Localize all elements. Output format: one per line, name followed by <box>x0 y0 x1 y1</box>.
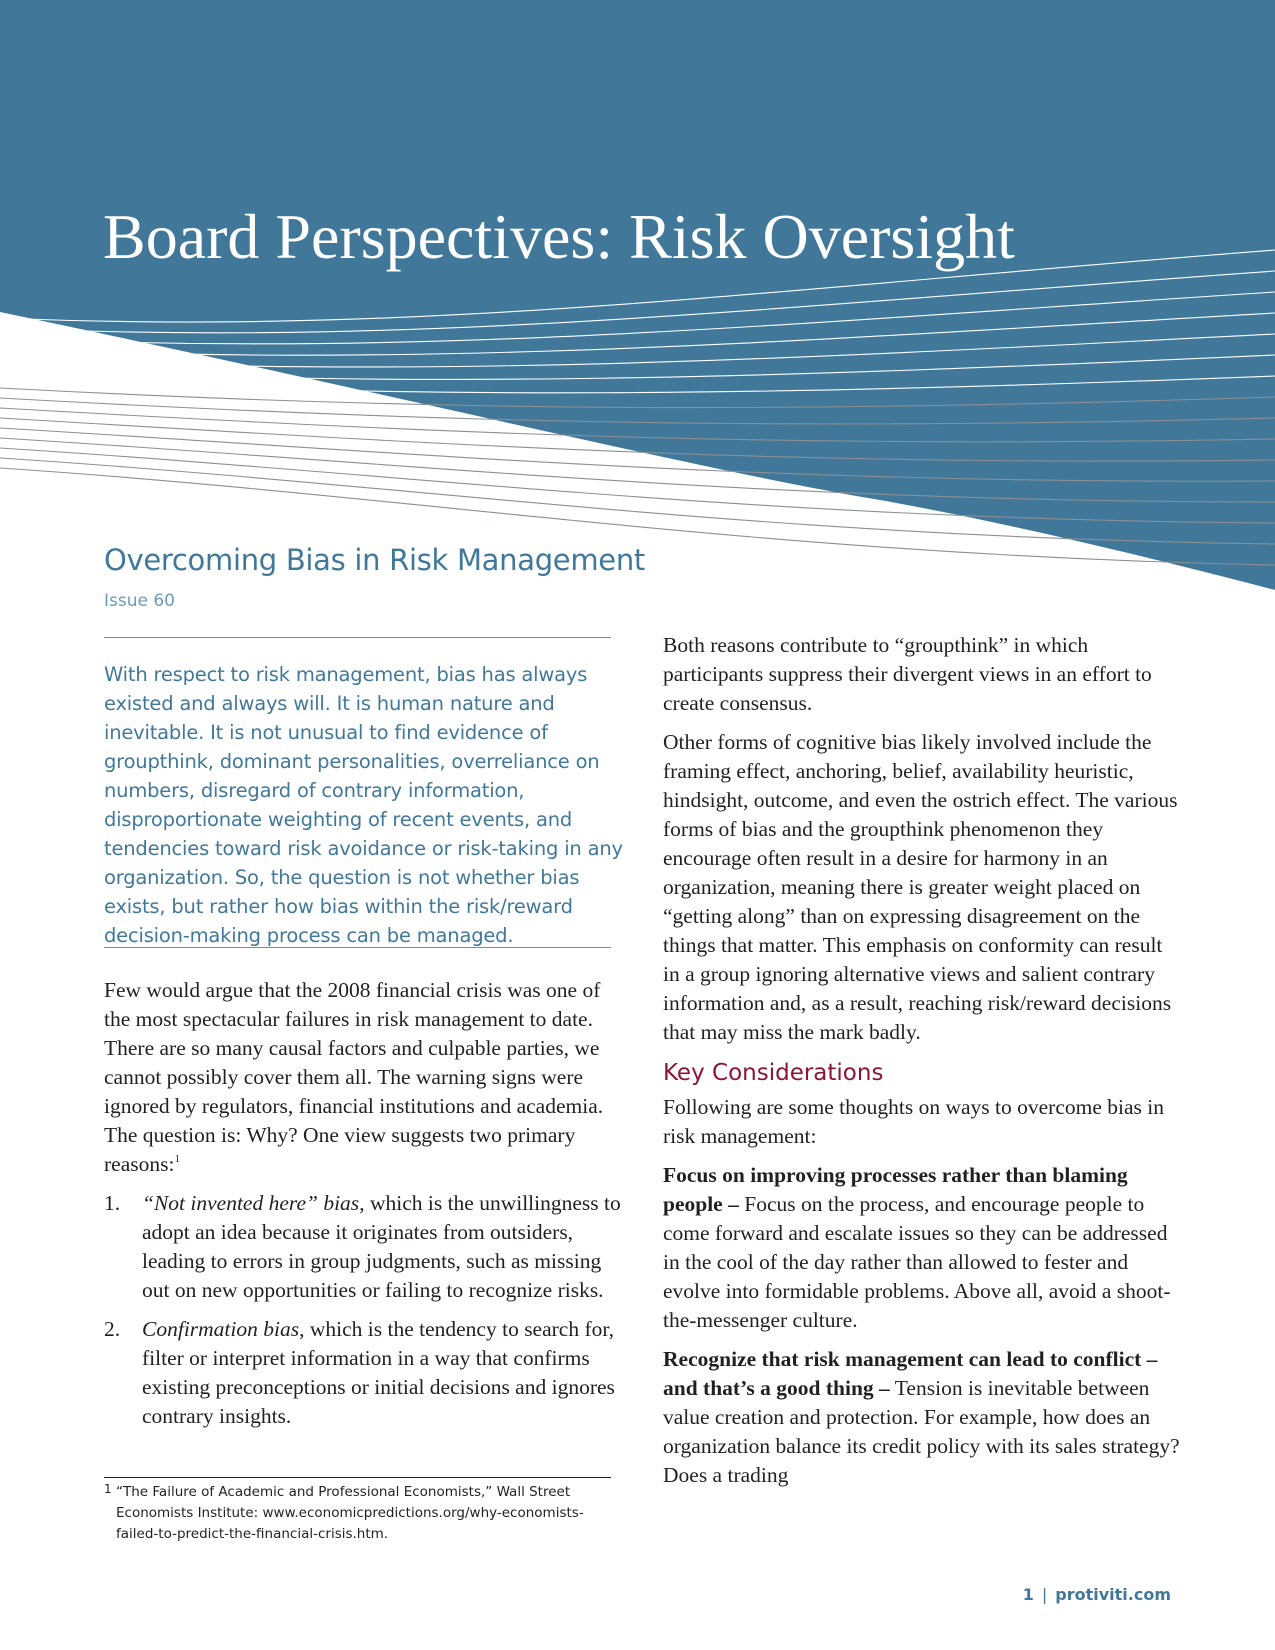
list-text: , which is the unwillingness to adopt an idea because it originates from outsiders, leading to errors in group judgments, such as missing out on new opportunities or failing to recognize risks. <box>142 1191 621 1302</box>
body-paragraph: Other forms of cognitive bias likely involved include the framing effect, anchoring, belief, availability heuristic, hindsight, outcome, and even the ostrich effect. The various forms of bias and the groupthink phenomenon they encourage often result in a desire for harmony in an organization, meaning there is greater weight placed on “getting along” than on expressing disagreement on the things that matter. This emphasis on conformity can result in a group ignoring alternative views and salient contrary information and, as a result, reaching risk/reward decisions that may miss the mark badly. <box>663 730 1178 1044</box>
footnote-reference: 1 <box>174 1153 180 1165</box>
page-footer <box>1023 1585 1171 1604</box>
consideration-title: Focus on improving processes rather than blaming people – <box>663 1163 1128 1216</box>
intro-paragraph: With respect to risk management, bias has always existed and always will. It is human nature and inevitable. It is not unusual to find evidence of groupthink, dominant personalities, overreliance on numbers, disregard of contrary information, disproportionate weighting of recent events, and tendencies toward risk avoidance or risk-taking in any organization. So, the question is not whether bias exists, but rather how bias within the risk/reward decision-making process can be managed. <box>104 663 623 947</box>
footer-site-link[interactable]: protiviti.com <box>1055 1585 1171 1604</box>
intro-bottom-divider <box>104 947 611 948</box>
consideration-item <box>663 1345 1181 1490</box>
header-wave-graphic <box>0 0 1275 600</box>
list-number: 1. <box>104 1191 121 1215</box>
left-column <box>104 976 624 1441</box>
consideration-item <box>663 1161 1181 1335</box>
section-heading: Key Considerations <box>663 1060 884 1086</box>
footnote <box>104 1482 614 1545</box>
footnote-divider <box>104 1477 611 1478</box>
right-column <box>663 631 1181 1500</box>
footer-separator: | <box>1041 1585 1048 1604</box>
article-subtitle: Overcoming Bias in Risk Management <box>104 543 645 577</box>
list-term: Confirmation bias <box>142 1317 300 1341</box>
list-term: “Not invented here” bias <box>142 1191 360 1215</box>
consideration-text: Tension is inevitable between value creation and protection. For example, how does an organization balance its credit policy with its sales strategy? Does a trading <box>663 1376 1180 1487</box>
page-number: 1 <box>1022 1585 1034 1604</box>
issue-number: Issue 60 <box>104 591 175 611</box>
header-banner <box>0 0 1275 590</box>
footnote-number: 1 <box>104 1482 112 1496</box>
list-text: , which is the tendency to search for, filter or interpret information in a way that confirms existing preconceptions or initial decisions and ignores contrary insights. <box>142 1317 615 1428</box>
document-title: Board Perspectives: Risk Oversight <box>103 201 1015 272</box>
body-paragraph: Following are some thoughts on ways to overcome bias in risk management: <box>663 1095 1164 1148</box>
reasons-list <box>104 1189 624 1431</box>
list-item <box>104 1189 624 1305</box>
intro-top-divider <box>104 637 611 638</box>
footnote-text: “The Failure of Academic and Professional Economists,” Wall Street Economists Institute: www.economicpredictions.org/why-economists-failed-to-predict-the-financial-crisis.htm. <box>116 1484 584 1542</box>
body-paragraph: Both reasons contribute to “groupthink” in which participants suppress their divergent views in an effort to create consensus. <box>663 633 1152 715</box>
consideration-title: Recognize that risk management can lead to conflict – and that’s a good thing – <box>663 1347 1158 1400</box>
body-paragraph: Few would argue that the 2008 financial crisis was one of the most spectacular failures in risk management to date. There are so many causal factors and culpable parties, we cannot possibly cover them all. The warning signs were ignored by regulators, financial institutions and academia. The question is: Why? One view suggests two primary reasons:$^1$ <box>104 978 604 1176</box>
consideration-text: Focus on the process, and encourage people to come forward and escalate issues so they can be addressed in the cool of the day rather than allowed to fester and evolve into formidable problems. Above all, avoid a shoot-the-messenger culture. <box>663 1192 1171 1332</box>
list-item <box>104 1315 624 1431</box>
list-number: 2. <box>104 1317 121 1341</box>
